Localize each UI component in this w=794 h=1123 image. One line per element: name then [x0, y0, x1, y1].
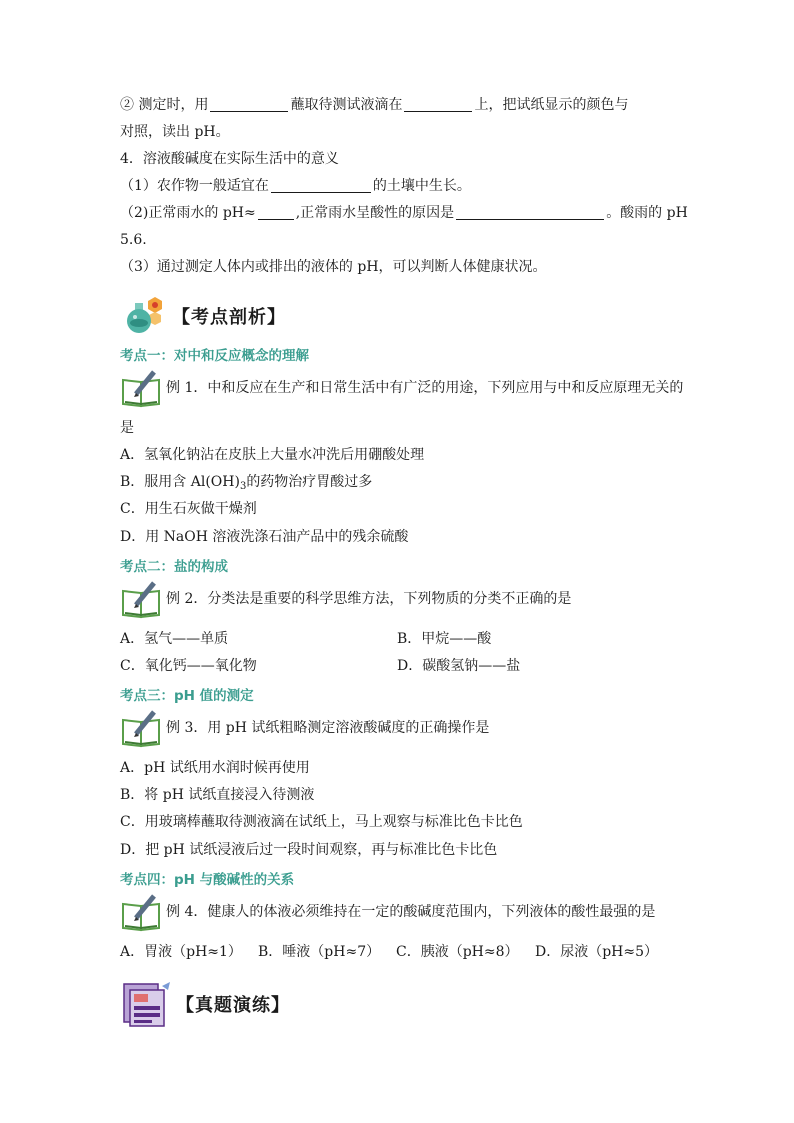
fill-line-7: （3）通过测定人体内或排出的液体的 pH，可以判断人体健康状况。: [120, 259, 547, 275]
example-4-option-d[interactable]: D．尿液（pH≈5）: [535, 944, 659, 960]
fill-text: 。酸雨的 pH: [606, 205, 688, 221]
example-2-option-c[interactable]: C．氧化钙——氧化物: [120, 658, 257, 674]
keypoint-4-heading: 考点四：pH 与酸碱性的关系: [120, 872, 295, 888]
fill-text: 蘸取待测试液滴在: [290, 97, 403, 113]
fill-text: （2)正常雨水的 pH≈: [120, 205, 256, 221]
example-3-option-a[interactable]: A．pH 试纸用水润时候再使用: [120, 760, 310, 776]
example-2: [120, 579, 571, 619]
fill-line-3: 4．溶液酸碱度在实际生活中的意义: [120, 151, 339, 167]
example-1-option-c[interactable]: C．用生石灰做干燥剂: [120, 501, 257, 517]
example-1-option-b[interactable]: B．服用含 $Al(OH)_3$的药物治疗胃酸过多: [120, 474, 373, 492]
example-4-question: 例 4．健康人的体液必须维持在一定的酸碱度范围内，下列液体的酸性最强的是: [166, 904, 656, 920]
section-title: 【考点剖析】: [172, 307, 286, 328]
answer-blank[interactable]: [210, 97, 288, 112]
fill-line-2: 对照，读出 pH。: [120, 124, 230, 140]
example-3-option-d[interactable]: D．把 pH 试纸浸液后过一段时间观察，再与标准比色卡比色: [120, 842, 498, 858]
example-3-question: 例 3．用 pH 试纸粗略测定溶液酸碱度的正确操作是: [166, 720, 490, 736]
section-heading-analysis: [122, 296, 286, 336]
stacked-cards-icon: [122, 980, 174, 1028]
keypoint-3-heading: 考点三：pH 值的测定: [120, 688, 254, 704]
example-2-option-a[interactable]: A．氢气——单质: [120, 631, 229, 647]
keypoint-1-heading: 考点一：对中和反应概念的理解: [120, 348, 309, 364]
fill-text: 上，把试纸显示的颜色与: [474, 97, 629, 113]
fill-text: 的土壤中生长。: [372, 178, 471, 194]
fill-text: ② 测定时，用: [120, 97, 209, 113]
example-4: [120, 892, 655, 932]
chemistry-flask-icon: [122, 297, 166, 335]
example-3: [120, 708, 489, 748]
example-3-option-c[interactable]: C．用玻璃棒蘸取待测液滴在试纸上，马上观察与标准比色卡比色: [120, 814, 523, 830]
book-pencil-icon: [120, 579, 164, 619]
answer-blank[interactable]: [456, 205, 604, 220]
example-1-question: 例 1．中和反应在生产和日常生活中有广泛的用途，下列应用与中和反应原理无关的: [166, 380, 684, 396]
fill-line-4: [120, 176, 471, 196]
example-4-option-a[interactable]: A．胃液（pH≈1）: [120, 944, 242, 960]
section-heading-practice: [122, 980, 290, 1028]
example-4-option-b[interactable]: B．唾液（pH≈7）: [258, 944, 381, 960]
example-1-option-a[interactable]: A．氢氧化钠沾在皮肤上大量水冲洗后用硼酸处理: [120, 447, 425, 463]
answer-blank[interactable]: [404, 97, 472, 112]
example-1-option-d[interactable]: D．用 NaOH 溶液洗涤石油产品中的残余硫酸: [120, 529, 409, 545]
section-title: 【真题演练】: [176, 995, 290, 1016]
example-4-option-c[interactable]: C．胰液（pH≈8）: [396, 944, 519, 960]
example-2-question: 例 2．分类法是重要的科学思维方法，下列物质的分类不正确的是: [166, 591, 572, 607]
example-2-option-b[interactable]: B．甲烷——酸: [397, 631, 492, 647]
example-1-question-cont: 是: [120, 420, 134, 436]
book-pencil-icon: [120, 708, 164, 748]
example-3-option-b[interactable]: B．将 pH 试纸直接浸入待测液: [120, 787, 315, 803]
fill-text: ,正常雨水呈酸性的原因是: [295, 205, 455, 221]
keypoint-2-heading: 考点二：盐的构成: [120, 559, 228, 575]
answer-blank[interactable]: [258, 205, 294, 220]
fill-line-5: [120, 203, 688, 223]
answer-blank[interactable]: [271, 178, 371, 193]
example-1: [120, 368, 683, 408]
fill-line-1: [120, 95, 628, 115]
fill-text: （1）农作物一般适宜在: [120, 178, 269, 194]
book-pencil-icon: [120, 368, 164, 408]
fill-line-6: 5.6.: [120, 232, 147, 248]
book-pencil-icon: [120, 892, 164, 932]
example-2-option-d[interactable]: D．碳酸氢钠——盐: [397, 658, 521, 674]
